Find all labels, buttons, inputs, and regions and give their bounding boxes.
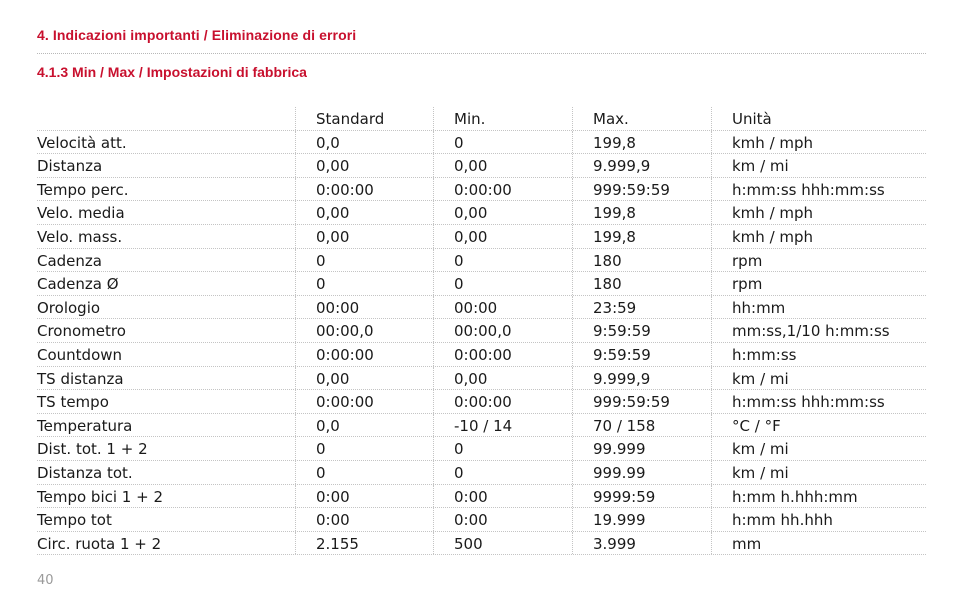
table-row bbox=[37, 508, 926, 532]
table-row bbox=[37, 131, 926, 155]
column-header-standard: Standard bbox=[295, 107, 384, 130]
max-value-cell: 180 bbox=[572, 272, 622, 295]
min-value-cell: 0:00:00 bbox=[433, 390, 512, 413]
subsection-title: 4.1.3 Min / Max / Impostazioni di fabbrica bbox=[37, 64, 307, 80]
unit-cell: km / mi bbox=[711, 367, 789, 390]
max-value-cell: 199,8 bbox=[572, 131, 636, 154]
max-value-cell: 9:59:59 bbox=[572, 319, 651, 342]
column-header-unit: Unità bbox=[711, 107, 772, 130]
min-value-cell: 0:00 bbox=[433, 508, 488, 531]
table-row bbox=[37, 390, 926, 414]
table-row bbox=[37, 319, 926, 343]
min-value-cell: 0,00 bbox=[433, 367, 487, 390]
table-header-row bbox=[37, 107, 926, 131]
parameter-cell: Cadenza Ø bbox=[37, 275, 119, 294]
table-row bbox=[37, 532, 926, 556]
table-row bbox=[37, 485, 926, 509]
table-row bbox=[37, 154, 926, 178]
standard-value-cell: 0,00 bbox=[295, 367, 349, 390]
min-value-cell: 0,00 bbox=[433, 225, 487, 248]
unit-cell: mm:ss,1/10 h:mm:ss bbox=[711, 319, 890, 342]
min-value-cell: 500 bbox=[433, 532, 483, 555]
max-value-cell: 9:59:59 bbox=[572, 343, 651, 366]
standard-value-cell: 00:00 bbox=[295, 296, 359, 319]
parameter-cell: Cronometro bbox=[37, 322, 126, 341]
parameter-cell: Dist. tot. 1 + 2 bbox=[37, 440, 148, 459]
parameter-cell: Tempo perc. bbox=[37, 180, 129, 199]
parameter-cell: Distanza tot. bbox=[37, 463, 133, 482]
unit-cell: kmh / mph bbox=[711, 225, 813, 248]
max-value-cell: 99.999 bbox=[572, 437, 646, 460]
standard-value-cell: 0 bbox=[295, 437, 326, 460]
page-number: 40 bbox=[37, 573, 54, 588]
standard-value-cell: 0,00 bbox=[295, 225, 349, 248]
min-value-cell: 0 bbox=[433, 437, 464, 460]
parameter-cell: Countdown bbox=[37, 345, 123, 364]
min-value-cell: 0:00:00 bbox=[433, 343, 512, 366]
standard-value-cell: 0:00 bbox=[295, 485, 350, 508]
header-divider bbox=[37, 53, 926, 54]
parameter-cell: Velo. mass. bbox=[37, 227, 123, 246]
unit-cell: km / mi bbox=[711, 154, 789, 177]
standard-value-cell: 0 bbox=[295, 249, 326, 272]
unit-cell: rpm bbox=[711, 249, 762, 272]
min-value-cell: 0,00 bbox=[433, 154, 487, 177]
table-row bbox=[37, 296, 926, 320]
unit-cell: h:mm:ss hhh:mm:ss bbox=[711, 178, 885, 201]
table-row bbox=[37, 461, 926, 485]
table-row bbox=[37, 437, 926, 461]
parameter-cell: TS distanza bbox=[37, 369, 124, 388]
unit-cell: kmh / mph bbox=[711, 131, 813, 154]
standard-value-cell: 0,0 bbox=[295, 414, 340, 437]
standard-value-cell: 2.155 bbox=[295, 532, 359, 555]
parameter-cell: Orologio bbox=[37, 298, 101, 317]
table-row bbox=[37, 272, 926, 296]
min-value-cell: -10 / 14 bbox=[433, 414, 512, 437]
table-row bbox=[37, 414, 926, 438]
max-value-cell: 23:59 bbox=[572, 296, 636, 319]
table-row bbox=[37, 178, 926, 202]
unit-cell: kmh / mph bbox=[711, 201, 813, 224]
parameter-cell: Cadenza bbox=[37, 251, 102, 270]
column-header-max: Max. bbox=[572, 107, 629, 130]
parameter-cell: Temperatura bbox=[37, 416, 133, 435]
parameter-cell: TS tempo bbox=[37, 393, 109, 412]
min-value-cell: 00:00,0 bbox=[433, 319, 512, 342]
standard-value-cell: 0,00 bbox=[295, 154, 349, 177]
standard-value-cell: 0:00:00 bbox=[295, 390, 374, 413]
settings-table bbox=[37, 107, 926, 555]
table-row bbox=[37, 249, 926, 273]
max-value-cell: 9.999,9 bbox=[572, 154, 650, 177]
max-value-cell: 70 / 158 bbox=[572, 414, 655, 437]
max-value-cell: 199,8 bbox=[572, 225, 636, 248]
column-header-min: Min. bbox=[433, 107, 485, 130]
unit-cell: °C / °F bbox=[711, 414, 781, 437]
table-row bbox=[37, 343, 926, 367]
unit-cell: h:mm hh.hhh bbox=[711, 508, 833, 531]
standard-value-cell: 0 bbox=[295, 461, 326, 484]
unit-cell: h:mm h.hhh:mm bbox=[711, 485, 858, 508]
standard-value-cell: 00:00,0 bbox=[295, 319, 374, 342]
unit-cell: h:mm:ss hhh:mm:ss bbox=[711, 390, 885, 413]
min-value-cell: 00:00 bbox=[433, 296, 497, 319]
max-value-cell: 9.999,9 bbox=[572, 367, 650, 390]
min-value-cell: 0:00 bbox=[433, 485, 488, 508]
parameter-cell: Velo. media bbox=[37, 204, 125, 223]
max-value-cell: 999.99 bbox=[572, 461, 646, 484]
table-row bbox=[37, 225, 926, 249]
parameter-cell: Tempo tot bbox=[37, 511, 112, 530]
parameter-cell: Circ. ruota 1 + 2 bbox=[37, 534, 162, 553]
unit-cell: hh:mm bbox=[711, 296, 785, 319]
standard-value-cell: 0:00 bbox=[295, 508, 350, 531]
standard-value-cell: 0,00 bbox=[295, 201, 349, 224]
min-value-cell: 0 bbox=[433, 461, 464, 484]
parameter-cell: Velocità att. bbox=[37, 133, 127, 152]
parameter-cell: Tempo bici 1 + 2 bbox=[37, 487, 163, 506]
table-row bbox=[37, 367, 926, 391]
unit-cell: km / mi bbox=[711, 461, 789, 484]
standard-value-cell: 0:00:00 bbox=[295, 343, 374, 366]
max-value-cell: 9999:59 bbox=[572, 485, 655, 508]
section-title: 4. Indicazioni importanti / Eliminazione di errori bbox=[37, 27, 357, 43]
max-value-cell: 180 bbox=[572, 249, 622, 272]
standard-value-cell: 0,0 bbox=[295, 131, 340, 154]
standard-value-cell: 0:00:00 bbox=[295, 178, 374, 201]
table-row bbox=[37, 201, 926, 225]
unit-cell: rpm bbox=[711, 272, 762, 295]
unit-cell: h:mm:ss bbox=[711, 343, 796, 366]
parameter-cell: Distanza bbox=[37, 157, 103, 176]
max-value-cell: 999:59:59 bbox=[572, 390, 670, 413]
min-value-cell: 0 bbox=[433, 272, 464, 295]
min-value-cell: 0 bbox=[433, 131, 464, 154]
max-value-cell: 3.999 bbox=[572, 532, 636, 555]
unit-cell: mm bbox=[711, 532, 761, 555]
max-value-cell: 999:59:59 bbox=[572, 178, 670, 201]
min-value-cell: 0:00:00 bbox=[433, 178, 512, 201]
standard-value-cell: 0 bbox=[295, 272, 326, 295]
min-value-cell: 0 bbox=[433, 249, 464, 272]
unit-cell: km / mi bbox=[711, 437, 789, 460]
max-value-cell: 199,8 bbox=[572, 201, 636, 224]
min-value-cell: 0,00 bbox=[433, 201, 487, 224]
max-value-cell: 19.999 bbox=[572, 508, 646, 531]
